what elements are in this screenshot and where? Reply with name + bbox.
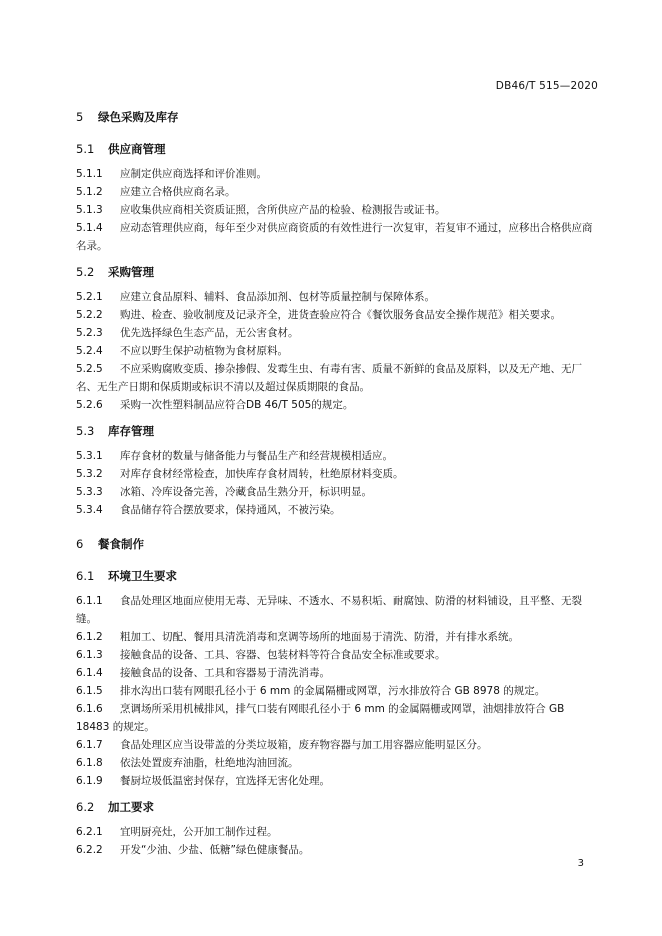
document-code: DB46/T 515—2020: [495, 80, 598, 92]
clause-text: 应建立合格供应商名录。: [120, 186, 236, 198]
clause-text: 对库存食材经常检查，加快库存食材周转，杜绝原材料变质。: [120, 468, 404, 480]
clause: [76, 165, 600, 183]
clause-text: 食品处理区应当设带盖的分类垃圾箱，废弃物容器与加工用容器应能明显区分。: [120, 739, 488, 751]
clause-text: 不应采购腐败变质、掺杂掺假、发霉生虫、有毒有害、质量不新鲜的食品及原料，以及无产地、无厂名、无生产日期和保质期或标识不清以及超过保质期限的食品。: [76, 363, 582, 393]
clause-text: 排水沟出口装有网眼孔径小于 6 mm 的金属隔栅或网罩，污水排放符合 GB 8978 的规定。: [120, 685, 546, 697]
page-number: 3: [577, 858, 584, 869]
clause-number: 5.3.2: [76, 468, 103, 480]
subsection-heading: [76, 263, 600, 281]
clause: [76, 700, 600, 736]
clause: [76, 823, 600, 841]
clause-number: 6.1.9: [76, 775, 103, 787]
clause-text: 采购一次性塑料制品应符合DB 46/T 505的规定。: [120, 399, 354, 411]
clause: [76, 483, 600, 501]
clause: [76, 501, 600, 519]
clause: [76, 201, 600, 219]
clause-number: 6.1.2: [76, 631, 103, 643]
clause-text: 餐厨垃圾低温密封保存，宜选择无害化处理。: [120, 775, 330, 787]
section-number: 5: [76, 110, 84, 124]
clause-number: 5.1.3: [76, 204, 103, 216]
clause-number: 6.2.2: [76, 844, 103, 856]
clause: [76, 754, 600, 772]
subsection-number: 5.2: [76, 265, 95, 279]
section-heading: [76, 535, 600, 553]
clause-text: 接触食品的设备、工具、容器、包装材料等符合食品安全标准或要求。: [120, 649, 446, 661]
clause-text: 开发“少油、少盐、低糖”绿色健康餐品。: [120, 844, 310, 856]
clause-number: 6.1.8: [76, 757, 103, 769]
section-title: 绿色采购及库存: [98, 110, 179, 124]
clause: [76, 360, 600, 396]
clause-text: 接触食品的设备、工具和容器易于清洗消毒。: [120, 667, 330, 679]
clause: [76, 324, 600, 342]
clause-text: 应制定供应商选择和评价准则。: [120, 168, 267, 180]
clause: [76, 646, 600, 664]
clause-text: 冰箱、冷库设备完善，冷藏食品生熟分开，标识明显。: [120, 486, 372, 498]
clause-text: 库存食材的数量与储备能力与餐品生产和经营规模相适应。: [120, 450, 393, 462]
subsection-title: 加工要求: [108, 800, 154, 814]
clause: [76, 841, 600, 859]
clause-text: 不应以野生保护动植物为食材原料。: [120, 345, 288, 357]
subsection-number: 6.2: [76, 800, 95, 814]
clause: [76, 183, 600, 201]
clause-number: 5.2.6: [76, 399, 103, 411]
clause: [76, 447, 600, 465]
clause-number: 5.1.4: [76, 222, 103, 234]
clause-text: 应收集供应商相关资质证照，含所供应产品的检验、检测报告或证书。: [120, 204, 446, 216]
clause-number: 6.1.4: [76, 667, 103, 679]
clause: [76, 219, 600, 255]
clause: [76, 664, 600, 682]
subsection-heading: [76, 567, 600, 585]
clause-number: 6.1.6: [76, 703, 103, 715]
clause: [76, 306, 600, 324]
clause: [76, 288, 600, 306]
subsection-title: 库存管理: [108, 424, 154, 438]
clause: [76, 736, 600, 754]
clause-text: 优先选择绿色生态产品，无公害食材。: [120, 327, 299, 339]
clause-text: 烹调场所采用机械排风，排气口装有网眼孔径小于 6 mm 的金属隔栅或网罩，油烟排放符合 GB 18483 的规定。: [76, 703, 565, 733]
subsection-heading: [76, 422, 600, 440]
clause-text: 应动态管理供应商，每年至少对供应商资质的有效性进行一次复审，若复审不通过，应移出合格供应商名录。: [76, 222, 593, 252]
section-heading: [76, 108, 600, 126]
clause-number: 5.1.1: [76, 168, 103, 180]
clause: [76, 465, 600, 483]
clause-number: 6.1.5: [76, 685, 103, 697]
subsection-number: 5.1: [76, 142, 95, 156]
clause: [76, 682, 600, 700]
subsection-number: 5.3: [76, 424, 95, 438]
clause-number: 5.2.5: [76, 363, 103, 375]
clause-text: 粗加工、切配、餐用具清洗消毒和烹调等场所的地面易于清洗、防滑，并有排水系统。: [120, 631, 519, 643]
clause: [76, 342, 600, 360]
document-body: [76, 108, 600, 859]
section-number: 6: [76, 537, 84, 551]
clause-number: 5.3.3: [76, 486, 103, 498]
clause: [76, 772, 600, 790]
clause-number: 6.1.3: [76, 649, 103, 661]
subsection-heading: [76, 798, 600, 816]
clause-number: 5.2.1: [76, 291, 103, 303]
clause-number: 5.1.2: [76, 186, 103, 198]
clause: [76, 396, 600, 414]
subsection-number: 6.1: [76, 569, 95, 583]
subsection-title: 采购管理: [108, 265, 154, 279]
subsection-title: 供应商管理: [108, 142, 166, 156]
clause-number: 5.3.1: [76, 450, 103, 462]
clause-number: 6.1.7: [76, 739, 103, 751]
subsection-title: 环境卫生要求: [108, 569, 177, 583]
subsection-heading: [76, 140, 600, 158]
clause-text: 食品储存符合摆放要求，保持通风，不被污染。: [120, 504, 341, 516]
clause-number: 5.3.4: [76, 504, 103, 516]
clause: [76, 592, 600, 628]
clause-text: 宜明厨亮灶，公开加工制作过程。: [120, 826, 278, 838]
clause-text: 食品处理区地面应使用无毒、无异味、不透水、不易积垢、耐腐蚀、防滑的材料铺设，且平整、无裂缝。: [76, 595, 582, 625]
clause-number: 5.2.2: [76, 309, 103, 321]
clause-number: 6.2.1: [76, 826, 103, 838]
clause-text: 依法处置废弃油脂，杜绝地沟油回流。: [120, 757, 299, 769]
clause-text: 应建立食品原料、辅料、食品添加剂、包材等质量控制与保障体系。: [120, 291, 435, 303]
clause: [76, 628, 600, 646]
section-title: 餐食制作: [98, 537, 144, 551]
clause-text: 购进、检查、验收制度及记录齐全，进货查验应符合《餐饮服务食品安全操作规范》相关要求。: [120, 309, 561, 321]
clause-number: 5.2.3: [76, 327, 103, 339]
clause-number: 6.1.1: [76, 595, 103, 607]
clause-number: 5.2.4: [76, 345, 103, 357]
